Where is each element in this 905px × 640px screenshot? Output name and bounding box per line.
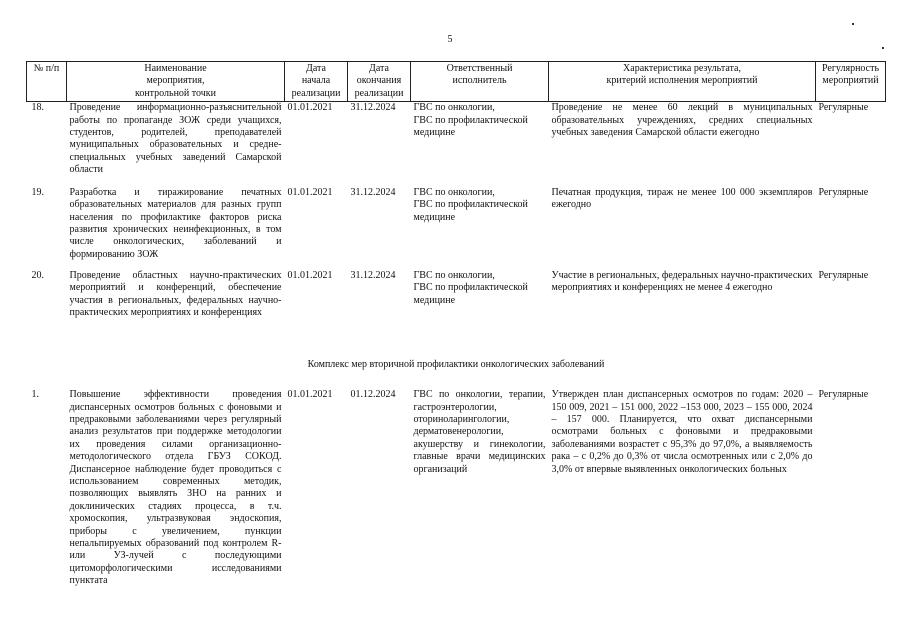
row-num: 19.	[31, 186, 44, 198]
header-num: № п/п	[27, 62, 67, 102]
scan-speck	[882, 47, 884, 49]
table-row	[27, 102, 886, 187]
row-regularity: Регулярные	[818, 389, 869, 401]
section-title: Комплекс мер вторичной профилактики онкологических заболеваний	[307, 358, 605, 370]
row-regularity: Регулярные	[818, 269, 869, 281]
header-name: Наименование мероприятия, контрольной точки	[67, 62, 285, 102]
table-row	[27, 389, 886, 588]
row-name: Проведение областных научно-практических мероприятий и конференций, обеспечение участия в региональных, федеральных научно-практических мероприятиях и конференциях	[69, 269, 282, 318]
row-num: 18.	[31, 102, 44, 114]
row-regularity: Регулярные	[818, 186, 869, 198]
header-responsible: Ответственный исполнитель	[411, 62, 549, 102]
row-name: Разработка и тиражирование печатных образовательных материалов для разных групп населения по профилактике факторов риска развития хронических неинфекционных, в том числе онкологических, заболеваний и формированию ЗОЖ	[69, 186, 282, 260]
row-regularity: Регулярные	[818, 102, 869, 114]
row-end: 31.12.2024	[350, 186, 396, 198]
activity-plan-table	[26, 61, 886, 588]
row-end: 31.12.2024	[350, 102, 396, 114]
row-start: 01.01.2021	[287, 269, 333, 281]
row-responsible: ГВС по онкологии, терапии, гастроэнтерологии, оториноларингологии, дерматовенерологии, акушерству и гинекологии, главные врачи медицинских организаций	[413, 389, 546, 475]
row-result: Печатная продукция, тираж не менее 100 000 экземпляров ежегодно	[551, 186, 813, 211]
row-result: Утвержден план диспансерных осмотров по годам: 2020 – 150 009, 2021 – 151 000, 2022 –153 000, 2023 – 155 000, 2024 – 157 000. Планируется, что охват диспансерными осмотрами больных с фоновыми и предраковыми заболеваниями возрастет с 95,3% до 97,0%, а выявляемость рака – с 0,2% до 0,3% от числа осмотренных или с 2,0% до 3,0% от впервые выявленных онкологических больных	[551, 389, 813, 475]
row-num: 1.	[31, 389, 39, 401]
row-responsible: ГВС по онкологии, ГВС по профилактической медицине	[413, 269, 528, 306]
row-start: 01.01.2021	[287, 186, 333, 198]
row-start: 01.01.2021	[287, 389, 333, 401]
row-result: Участие в региональных, федеральных научно-практических мероприятиях и конференциях не менее 4 ежегодно	[551, 269, 813, 294]
row-end: 01.12.2024	[350, 389, 396, 401]
page-number: 5	[447, 34, 453, 45]
row-end: 31.12.2024	[350, 269, 396, 281]
header-regularity: Регулярность мероприятий	[816, 62, 886, 102]
row-start: 01.01.2021	[287, 102, 333, 114]
header-start: Дата начала реализации	[285, 62, 348, 102]
section-title-row	[27, 336, 886, 389]
row-name: Проведение информационно-разъяснительной работы по пропаганде ЗОЖ среди учащихся, студентов, родителей, преподавателей муниципальных образовательных и средне-специальных учебных заведений Самарской области	[69, 102, 282, 176]
header-end: Дата окончания реализации	[348, 62, 411, 102]
table-row	[27, 187, 886, 270]
header-result: Характеристика результата, критерий исполнения мероприятий	[549, 62, 816, 102]
table-header-row	[27, 62, 886, 102]
row-name: Повышение эффективности проведения диспансерных осмотров больных с фоновыми и предраковыми заболеваниями через регулярный анализ результатов при поддержке методологии их проведения силами организационно-методологического отдела ГБУЗ СОКОД. Диспансерное наблюдение будет проводиться с использованием современных методик, позволяющих выявлять ЗНО на ранних и доклинических стадиях процесса, в т.ч. хромоскопия, ультразвуковая эндоскопия, приборы с увеличением, пункции непальпируемых образований под контролем R- или УЗ-лучей с последующими цитоморфологическими исследованиями пунктата	[69, 389, 282, 587]
row-num: 20.	[31, 269, 44, 281]
scan-speck	[852, 23, 854, 25]
row-responsible: ГВС по онкологии, ГВС по профилактической медицине	[413, 186, 528, 223]
row-responsible: ГВС по онкологии, ГВС по профилактической медицине	[413, 102, 528, 139]
row-result: Проведение не менее 60 лекций в муниципальных образовательных учреждениях, средних специальных учебных заведения Самарской области ежегодно	[551, 102, 813, 139]
table-row	[27, 270, 886, 336]
